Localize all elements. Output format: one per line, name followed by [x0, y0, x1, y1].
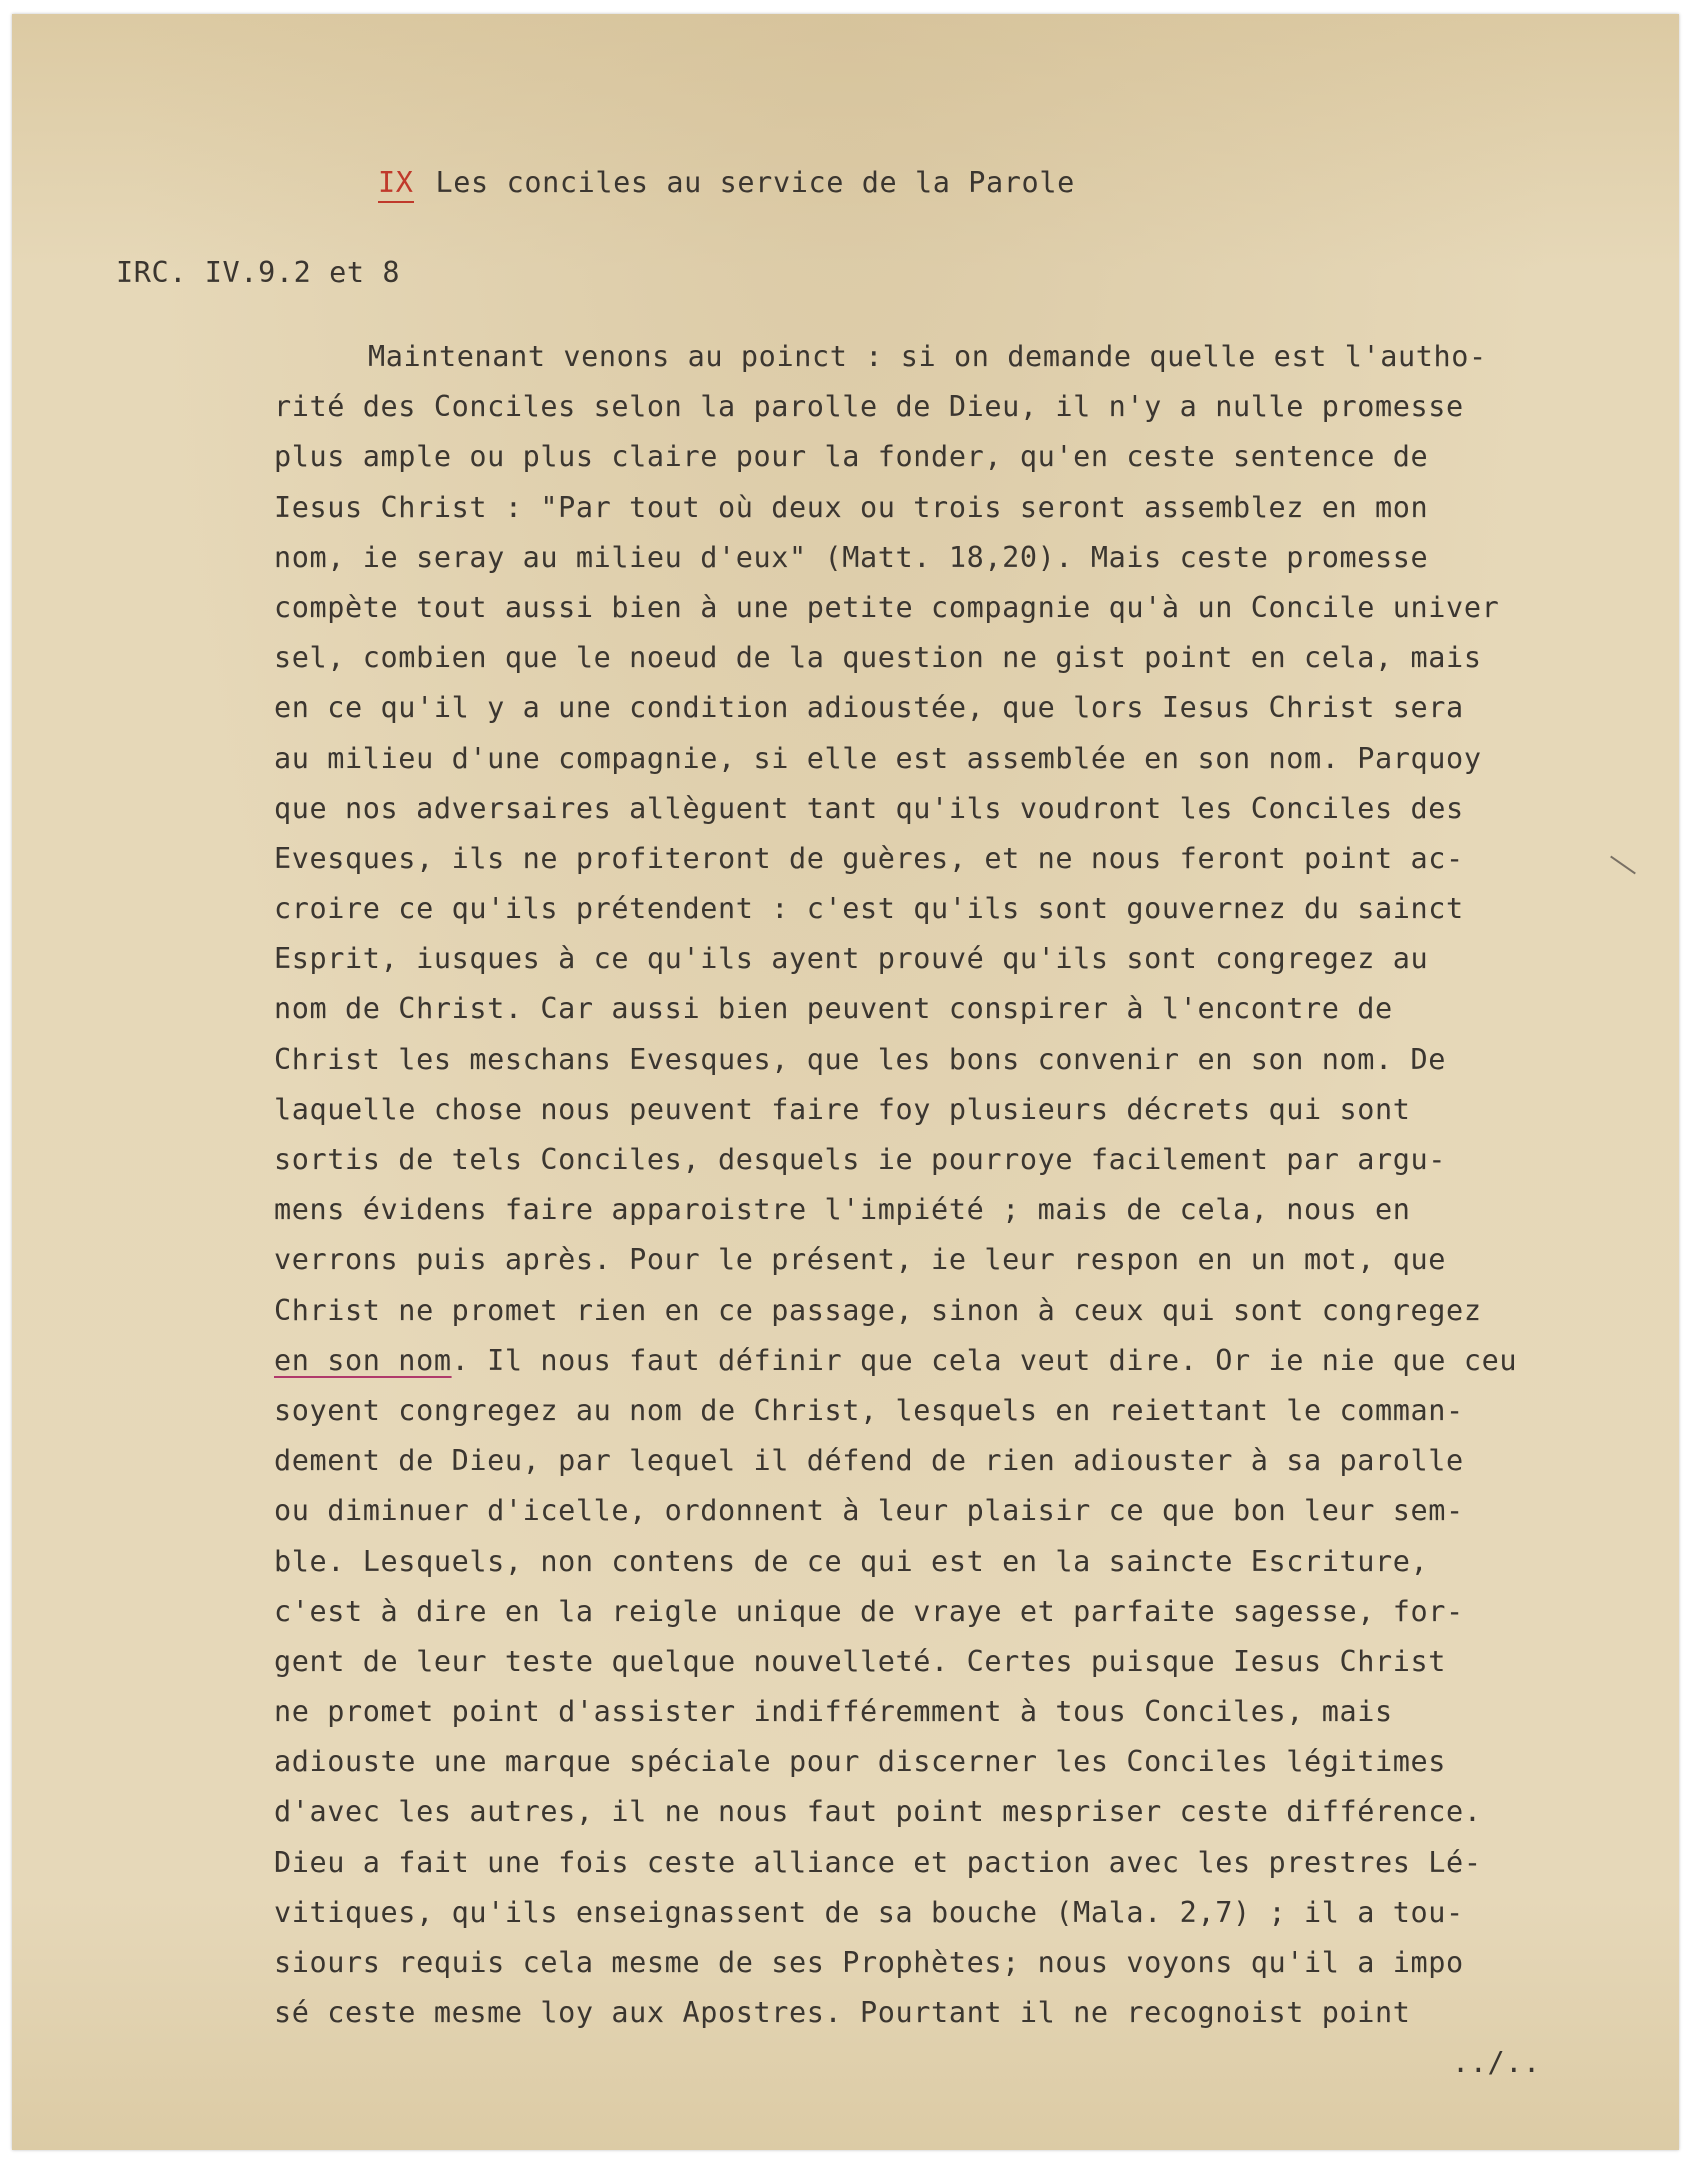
text-line: que nos adversaires allèguent tant qu'ils voudront les Conciles des [274, 791, 1464, 825]
text-line: croire ce qu'ils prétendent : c'est qu'ils sont gouvernez du sainct [274, 892, 1464, 926]
text-line: rité des Conciles selon la parolle de Dieu, il n'y a nulle promesse [274, 390, 1464, 424]
text-line: vitiques, qu'ils enseignassent de sa bouche (Mala. 2,7) ; il a tou- [274, 1895, 1464, 1929]
text-line: Maintenant venons au poinct : si on demande quelle est l'autho- [368, 340, 1487, 373]
continuation-mark: ../.. [1452, 2046, 1541, 2079]
line-remainder: . Il nous faut définir que cela veut dire. Or ie nie que ceu [451, 1343, 1518, 1377]
text-line: ble. Lesquels, non contens de ce qui est en la saincte Escriture, [274, 1544, 1429, 1578]
text-line: dement de Dieu, par lequel il défend de rien adiouster à sa parolle [274, 1444, 1464, 1478]
text-line: nom de Christ. Car aussi bien peuvent conspirer à l'encontre de [274, 992, 1393, 1026]
text-line: c'est à dire en la reigle unique de vraye et parfaite sagesse, for- [274, 1594, 1464, 1628]
chapter-number: IX [378, 166, 414, 203]
chapter-heading [378, 166, 1075, 203]
underlined-phrase: en son nom [274, 1343, 452, 1377]
text-line: Evesques, ils ne profiteront de guères, et ne nous feront point ac- [274, 841, 1464, 875]
text-line: mens évidens faire apparoistre l'impiété ; mais de cela, nous en [274, 1193, 1411, 1227]
text-line: d'avec les autres, il ne nous faut point mespriser ceste différence. [274, 1795, 1482, 1829]
text-line: laquelle chose nous peuvent faire foy plusieurs décrets qui sont [274, 1092, 1411, 1126]
text-line: verrons puis après. Pour le présent, ie leur respon en un mot, que [274, 1243, 1447, 1277]
source-reference: IRC. IV.9.2 et 8 [116, 256, 401, 289]
text-line: ne promet point d'assister indifféremment à tous Conciles, mais [274, 1695, 1393, 1729]
text-line: sortis de tels Conciles, desquels ie pourroye facilement par argu- [274, 1143, 1447, 1176]
text-line: Christ les meschans Evesques, que les bons convenir en son nom. De [274, 1042, 1447, 1076]
text-line: Dieu a fait une fois ceste alliance et paction avec les prestres Lé- [274, 1845, 1482, 1879]
text-line: gent de leur teste quelque nouvelleté. Certes puisque Iesus Christ [274, 1644, 1447, 1678]
text-line: compète tout aussi bien à une petite compagnie qu'à un Concile univer [274, 590, 1500, 624]
text-line: sel, combien que le noeud de la question ne gist point en cela, mais [274, 641, 1482, 675]
text-line: adiouste une marque spéciale pour discerner les Conciles légitimes [274, 1745, 1447, 1779]
text-line-underlined [274, 1336, 1654, 1386]
text-line: sé ceste mesme loy aux Apostres. Pourtant il ne recognoist point [274, 1996, 1411, 2030]
text-line: nom, ie seray au milieu d'eux" (Matt. 18,20). Mais ceste promesse [274, 540, 1429, 574]
text-line: Iesus Christ : "Par tout où deux ou trois seront assemblez en mon [274, 490, 1429, 524]
chapter-title: Les conciles au service de la Parole [435, 166, 1075, 199]
text-line: plus ample ou plus claire pour la fonder, qu'en ceste sentence de [274, 440, 1429, 474]
text-line: ou diminuer d'icelle, ordonnent à leur plaisir ce que bon leur sem- [274, 1494, 1464, 1528]
text-line: siours requis cela mesme de ses Prophètes; nous voyons qu'il a impo [274, 1946, 1464, 1979]
text-line: Esprit, iusques à ce qu'ils ayent prouvé qu'ils sont congregez au [274, 942, 1429, 976]
text-line: au milieu d'une compagnie, si elle est assemblée en son nom. Parquoy [274, 741, 1482, 775]
text-line: en ce qu'il y a une condition adioustée, que lors Iesus Christ sera [274, 691, 1464, 725]
paper-sheet [12, 14, 1679, 2150]
text-line: soyent congregez au nom de Christ, lesquels en reiettant le comman- [274, 1393, 1464, 1427]
body-text [274, 332, 1654, 2038]
text-line: Christ ne promet rien en ce passage, sinon à ceux qui sont congregez [274, 1293, 1482, 1327]
